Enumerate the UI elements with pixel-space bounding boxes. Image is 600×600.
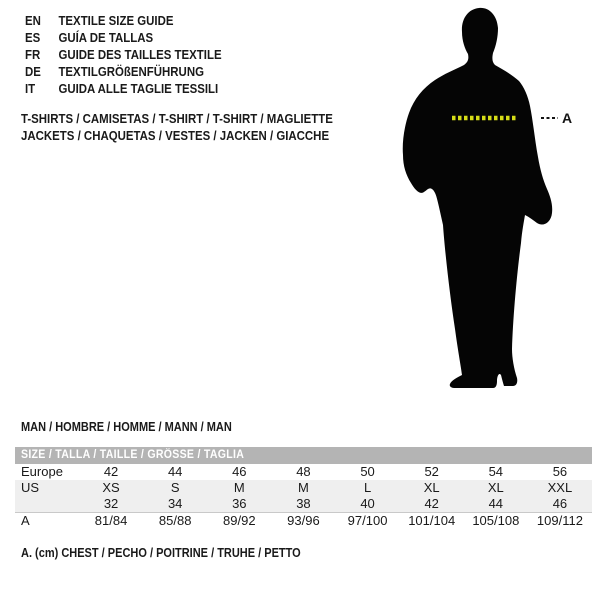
measurement-footnote: A. (cm) CHEST / PECHO / POITRINE / TRUHE / PETTO <box>21 546 301 560</box>
table-row-europe <box>15 464 592 480</box>
table-cell: 89/92 <box>223 513 256 528</box>
table-row-numeric <box>15 496 592 513</box>
size-table-header-label: SIZE / TALLA / TAILLE / GRÖSSE / TAGLIA <box>21 449 245 461</box>
table-cell: 50 <box>360 464 375 479</box>
category-line-jackets: JACKETS / CHAQUETAS / VESTES / JACKEN / GIACCHE <box>21 128 330 143</box>
row-label: US <box>21 480 40 495</box>
table-cell: 52 <box>424 464 439 479</box>
table-cell: 46 <box>232 464 247 479</box>
language-label: GUÍA DE TALLAS <box>58 30 154 45</box>
language-code: IT <box>25 81 36 96</box>
category-lines <box>21 110 333 144</box>
table-cell: 42 <box>424 496 439 511</box>
table-cell: 44 <box>488 496 504 511</box>
table-cell: 105/108 <box>472 513 520 528</box>
table-row-a-chest <box>15 513 592 529</box>
table-cell: M <box>233 480 245 495</box>
table-cell: L <box>363 480 372 495</box>
language-row <box>25 29 222 46</box>
language-row <box>25 80 222 97</box>
table-cell: 81/84 <box>94 513 128 528</box>
man-silhouette-body <box>403 8 552 388</box>
category-line-tshirts: T-SHIRTS / CAMISETAS / T-SHIRT / T-SHIRT / MAGLIETTE <box>21 111 333 126</box>
table-cell: 101/104 <box>408 513 456 528</box>
language-label: GUIDE DES TAILLES TEXTILE <box>58 47 222 62</box>
table-cell: XS <box>102 480 120 495</box>
table-cell: 46 <box>552 496 568 511</box>
table-cell: M <box>298 480 309 495</box>
table-cell: XXL <box>547 480 573 495</box>
row-label: A <box>21 513 30 528</box>
table-cell: 36 <box>232 496 247 511</box>
size-table-header <box>15 447 592 464</box>
table-cell: 32 <box>103 496 119 511</box>
table-cell: S <box>170 480 180 495</box>
language-label: TEXTILGRÖßENFÜHRUNG <box>58 64 204 79</box>
table-cell: 109/112 <box>536 513 583 528</box>
table-cell: 48 <box>296 464 311 479</box>
language-row <box>25 46 222 63</box>
table-cell: XL <box>487 480 504 495</box>
language-row <box>25 12 222 29</box>
measure-label-a: A <box>562 110 572 126</box>
language-code: ES <box>25 30 41 45</box>
language-label: TEXTILE SIZE GUIDE <box>58 13 174 28</box>
table-cell: 85/88 <box>158 513 192 528</box>
table-cell: 38 <box>296 496 311 511</box>
row-label: Europe <box>21 464 63 479</box>
size-table <box>15 447 592 529</box>
table-cell: 93/96 <box>287 513 320 528</box>
section-title-man: MAN / HOMBRE / HOMME / MANN / MAN <box>21 420 232 434</box>
table-cell: 44 <box>167 464 183 479</box>
language-list <box>25 12 222 97</box>
language-code: EN <box>25 13 41 28</box>
language-row <box>25 63 222 80</box>
man-silhouette <box>398 5 572 397</box>
language-code: DE <box>25 64 41 79</box>
table-cell: XL <box>423 480 440 495</box>
table-cell: 34 <box>167 496 183 511</box>
table-cell: 56 <box>552 464 568 479</box>
table-cell: 97/100 <box>347 513 388 528</box>
table-cell: 40 <box>360 496 375 511</box>
table-cell: 42 <box>103 464 119 479</box>
table-row-us <box>15 480 592 496</box>
row-label <box>15 496 79 512</box>
language-label: GUIDA ALLE TAGLIE TESSILI <box>58 81 219 96</box>
table-cell: 54 <box>488 464 504 479</box>
language-code: FR <box>25 47 41 62</box>
